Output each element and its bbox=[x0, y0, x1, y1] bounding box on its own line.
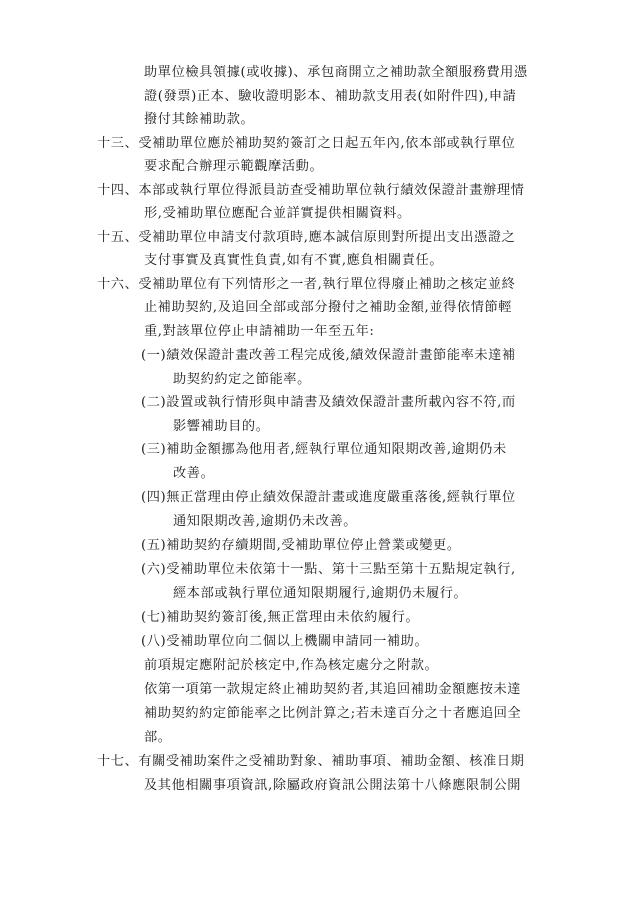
clause-15-heading: 十五、受補助單位申請支付款項時,應本誠信原則對所提出支出憑證之 bbox=[97, 230, 516, 245]
sub-item-3: (三)補助金額挪為他用者,經執行單位通知限期改善,逾期仍未 bbox=[141, 442, 507, 457]
sub-item-2: (二)設置或執行情形與申請書及績效保證計畫所載內容不符,而 bbox=[141, 395, 516, 410]
clause-14-heading: 十四、本部或執行單位得派員訪查受補助單位執行績效保證計畫辦理情 bbox=[97, 183, 525, 198]
text-line: 助契約約定之節能率。 bbox=[173, 372, 311, 387]
text-line: 要求配合辦理示範觀摩活動。 bbox=[144, 159, 324, 174]
text-line: 部。 bbox=[144, 730, 172, 745]
sub-item-5: (五)補助契約存續期間,受補助單位停止營業或變更。 bbox=[141, 538, 461, 553]
text-line: 及其他相關事項資訊,除屬政府資訊公開法第十八條應限制公開 bbox=[144, 778, 522, 793]
paragraph-recovery: 依第一項第一款規定終止補助契約者,其追回補助金額應按未達 bbox=[144, 682, 522, 697]
paragraph-note: 前項規定應附記於核定中,作為核定處分之附款。 bbox=[144, 658, 439, 673]
text-line: 助單位檢具領據(或收據)、承包商開立之補助款全額服務費用憑 bbox=[144, 65, 528, 80]
text-line: 通知限期改善,逾期仍未改善。 bbox=[173, 514, 358, 529]
sub-item-4: (四)無正當理由停止績效保證計畫或進度嚴重落後,經執行單位 bbox=[141, 490, 516, 505]
text-line: 影響補助目的。 bbox=[173, 419, 270, 434]
text-line: 改善。 bbox=[173, 466, 215, 481]
clause-16-heading: 十六、受補助單位有下列情形之一者,執行單位得廢止補助之核定並終 bbox=[97, 277, 516, 292]
sub-item-7: (七)補助契約簽訂後,無正當理由未依約履行。 bbox=[141, 610, 420, 625]
text-line: 證(發票)正本、驗收證明影本、補助款支用表(如附件四),申請 bbox=[144, 89, 517, 104]
text-line: 支付事實及真實性負責,如有不實,應負相關責任。 bbox=[144, 253, 444, 268]
clause-17-heading: 十七、有關受補助案件之受補助對象、補助事項、補助金額、核准日期 bbox=[97, 754, 525, 769]
text-line: 補助契約約定節能率之比例計算之;若未達百分之十者應追回全 bbox=[144, 706, 522, 721]
sub-item-6: (六)受補助單位未依第十一點、第十三點至第十五點規定執行, bbox=[141, 562, 516, 577]
text-line: 撥付其餘補助款。 bbox=[144, 112, 255, 127]
sub-item-1: (一)績效保證計畫改善工程完成後,績效保證計畫節能率未達補 bbox=[141, 348, 516, 363]
text-line: 止補助契約,及追回全部或部分撥付之補助金額,並得依情節輕 bbox=[144, 300, 513, 315]
text-line: 重,對該單位停止申請補助一年至五年: bbox=[144, 324, 375, 339]
clause-13-heading: 十三、受補助單位應於補助契約簽訂之日起五年內,依本部或執行單位 bbox=[97, 136, 516, 151]
text-line: 經本部或執行單位通知限期履行,逾期仍未履行。 bbox=[173, 586, 468, 601]
sub-item-8: (八)受補助單位向二個以上機關申請同一補助。 bbox=[141, 634, 429, 649]
text-line: 形,受補助單位應配合並詳實提供相關資料。 bbox=[144, 206, 411, 221]
